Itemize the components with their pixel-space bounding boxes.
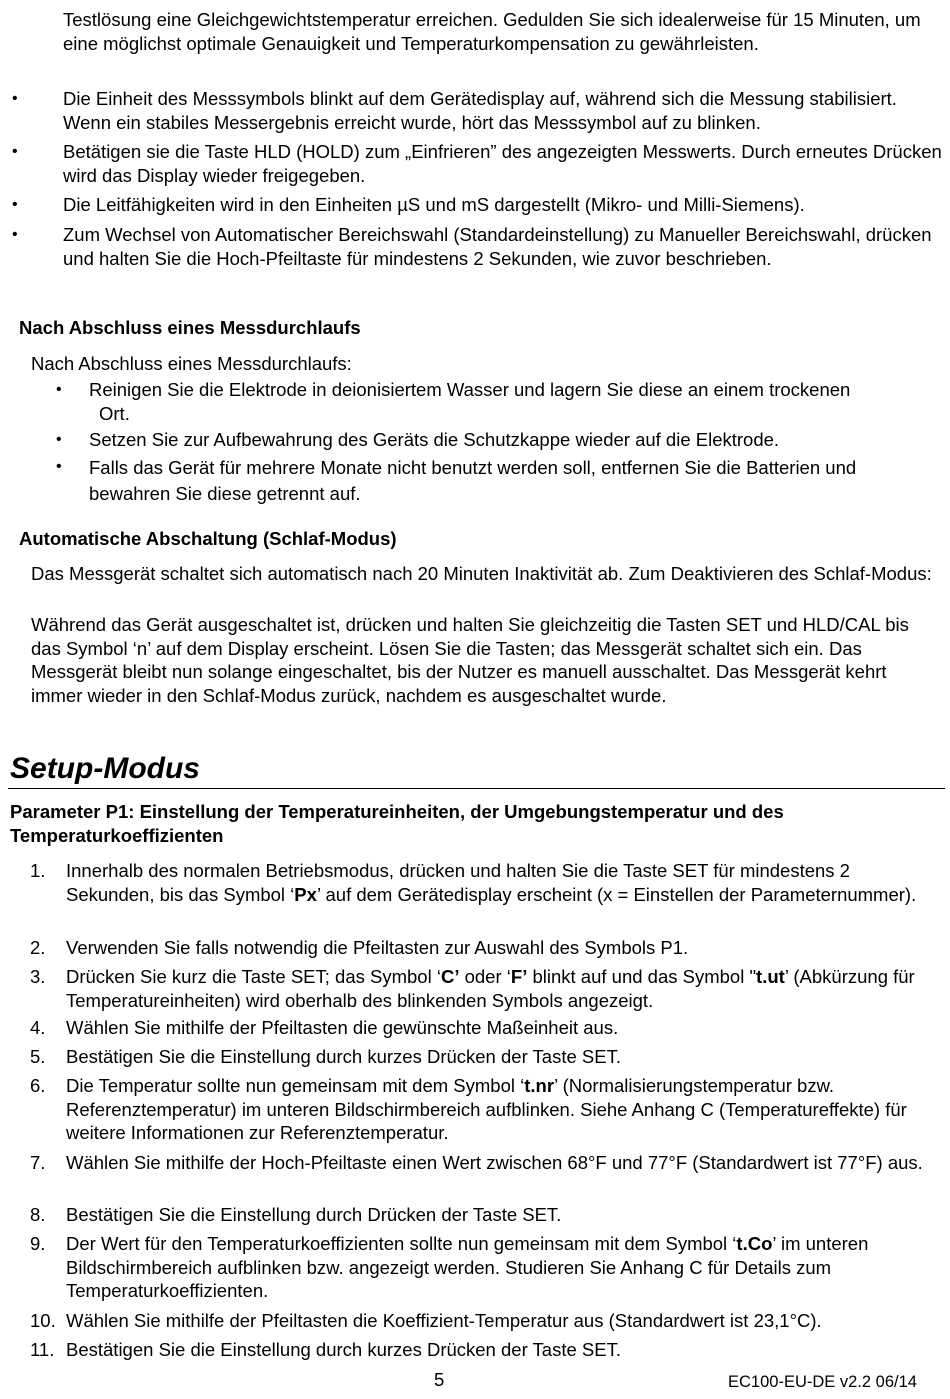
step-text-part: Der Wert für den Temperaturkoeffizienten sollte nun gemeinsam mit dem Symbol ‘ [66,1233,737,1254]
document-code: EC100-EU-DE v2.2 06/14 [728,1373,917,1391]
step-text-part: ’ (Normalisierungstemperatur bzw. Referenztemperatur) im unteren Bildschirmbereich aufblinken. Siehe Anhang C (Temperatureffekte) für weitere Informationen zur Referenztemperatur. [66,1075,907,1143]
sleep-paragraph-2: Während das Gerät ausgeschaltet ist, drücken und halten Sie gleichzeitig die Tasten SET und HLD/CAL bis das Symbol ‘n’ auf dem Display erscheint. Lösen Sie die Tasten; das Messgerät schaltet sich ein. Das Messgerät bleibt nun solange eingeschaltet, bis der Nutzer es manuell ausschaltet. Das Messgerät kehrt immer wieder in den Schlaf-Modus zurück, nachdem es ausgeschaltet wurde. [31,614,909,706]
step-text-part: ’ im unteren Bildschirmbereich aufblinken bzw. angezeigt werden. Studieren Sie Anhang C für Details zum Temperaturkoeffizienten. [66,1233,869,1301]
step-text-part: Innerhalb des normalen Betriebsmodus, drücken und halten Sie die Taste SET für mindestens 2 Sekunden, bis das Symbol ‘ [66,860,850,905]
step-text-part: Bestätigen Sie die Einstellung durch kurzes Drücken der Taste SET. [66,1046,621,1067]
step-text-part: Bestätigen Sie die Einstellung durch kurzes Drücken der Taste SET. [66,1339,621,1360]
page-number: 5 [434,1369,445,1390]
section-lead: Nach Abschluss eines Messdurchlaufs: [31,353,352,374]
setup-mode-title: Setup-Modus [10,752,200,785]
step-text [66,936,942,960]
step-text [66,1074,942,1145]
step-number: 9. [30,1233,46,1254]
step-text [66,1151,942,1175]
bullet-text: Die Einheit des Messsymbols blinkt auf dem Gerätedisplay auf, während sich die Messung stabilisiert. Wenn ein stabiles Messergebnis erreicht wurde, hört das Messsymbol auf zu blinken. [63,88,897,133]
step-text [66,1045,942,1069]
bullet-text: Zum Wechsel von Automatischer Bereichswahl (Standardeinstellung) zu Manueller Bereichswahl, drücken und halten Sie die Hoch-Pfeiltaste für mindestens 2 Sekunden, wie zuvor beschrieben. [63,224,932,269]
bullet-text: Betätigen sie die Taste HLD (HOLD) zum „Einfrieren” des angezeigten Messwerts. Durch erneutes Drücken wird das Display wieder freigegeben. [63,141,942,186]
step-text-part: ’ (Abkürzung für Temperatureinheiten) wird oberhalb des blinkenden Symbols angezeigt. [66,966,915,1011]
step-symbol: F’ [510,966,528,987]
bullet-text: Falls das Gerät für mehrere Monate nicht benutzt werden soll, entfernen Sie die Batterien und [89,457,857,478]
sleep-paragraph-1: Das Messgerät schaltet sich automatisch nach 20 Minuten Inaktivität ab. Zum Deaktivieren des Schlaf-Modus: [31,563,932,584]
step-number: 4. [30,1017,46,1038]
step-text-part: ’ auf dem Gerätedisplay erscheint (x = Einstellen der Parameternummer). [316,883,917,905]
title-divider [8,788,945,789]
bullet-icon: • [12,226,18,243]
step-text [66,1232,942,1303]
step-text [66,1309,942,1333]
step-symbol: Px [294,883,317,905]
step-text-part: Die Temperatur sollte nun gemeinsam mit dem Symbol ‘ [66,1075,525,1096]
step-number: 11. [30,1339,55,1360]
step-number: 5. [30,1046,46,1067]
bullet-icon: • [12,196,18,213]
bullet-text-cont: bewahren Sie diese getrennt auf. [89,483,361,504]
step-text-part: Verwenden Sie falls notwendig die Pfeiltasten zur Auswahl des Symbols P1. [66,937,689,958]
step-text [66,859,942,906]
step-text-part: Drücken Sie kurz die Taste SET; das Symbol ‘ [66,966,441,987]
step-text [66,1203,942,1227]
section-heading-sleep-mode: Automatische Abschaltung (Schlaf-Modus) [19,528,397,549]
step-text-part: Bestätigen Sie die Einstellung durch Drücken der Taste SET. [66,1204,562,1225]
step-text [66,1338,942,1362]
bullet-icon: • [56,381,62,398]
step-text [66,965,942,1012]
step-number: 7. [30,1152,46,1173]
step-number: 2. [30,937,46,958]
bullet-text: Reinigen Sie die Elektrode in deionisiertem Wasser und lagern Sie diese an einem trockenen [89,379,851,400]
step-text [66,1016,942,1040]
step-text-part: oder ‘ [459,966,511,987]
step-symbol: t.ut [756,966,785,987]
step-symbol: t.nr [524,1075,555,1096]
parameter-p1-heading: Parameter P1: Einstellung der Temperatureinheiten, der Umgebungstemperatur und des Temperaturkoeffizienten [10,801,784,846]
step-number: 1. [30,860,46,881]
step-symbol: C’ [440,966,460,987]
intro-continuation: Testlösung eine Gleichgewichtstemperatur erreichen. Gedulden Sie sich idealerweise für 15 Minuten, um eine möglichst optimale Genauigkeit und Temperaturkompensation zu gewährleisten. [63,9,921,54]
bullet-text: Die Leitfähigkeiten wird in den Einheiten µS und mS dargestellt (Mikro- und Milli-Siemens). [63,194,805,215]
step-text-part: Wählen Sie mithilfe der Pfeiltasten die gewünschte Maßeinheit aus. [66,1017,619,1038]
section-heading-after-measurement: Nach Abschluss eines Messdurchlaufs [19,317,361,338]
step-number: 6. [30,1075,46,1096]
bullet-icon: • [56,458,62,475]
bullet-icon: • [56,431,62,448]
bullet-text-cont: Ort. [99,402,130,424]
bullet-text: Setzen Sie zur Aufbewahrung des Geräts die Schutzkappe wieder auf die Elektrode. [89,429,780,450]
step-number: 3. [30,966,46,987]
bullet-icon: • [12,90,18,107]
step-text-part: Wählen Sie mithilfe der Hoch-Pfeiltaste einen Wert zwischen 68°F und 77°F (Standardwert ist 77°F) aus. [66,1152,923,1173]
step-number: 8. [30,1204,46,1225]
step-number: 10. [30,1310,56,1331]
step-text-part: Wählen Sie mithilfe der Pfeiltasten die Koeffizient-Temperatur aus (Standardwert ist 23,1°C). [66,1310,822,1331]
bullet-icon: • [12,143,18,160]
step-text-part: blinkt auf und das Symbol " [527,966,757,987]
step-symbol: t.Co [736,1233,773,1254]
